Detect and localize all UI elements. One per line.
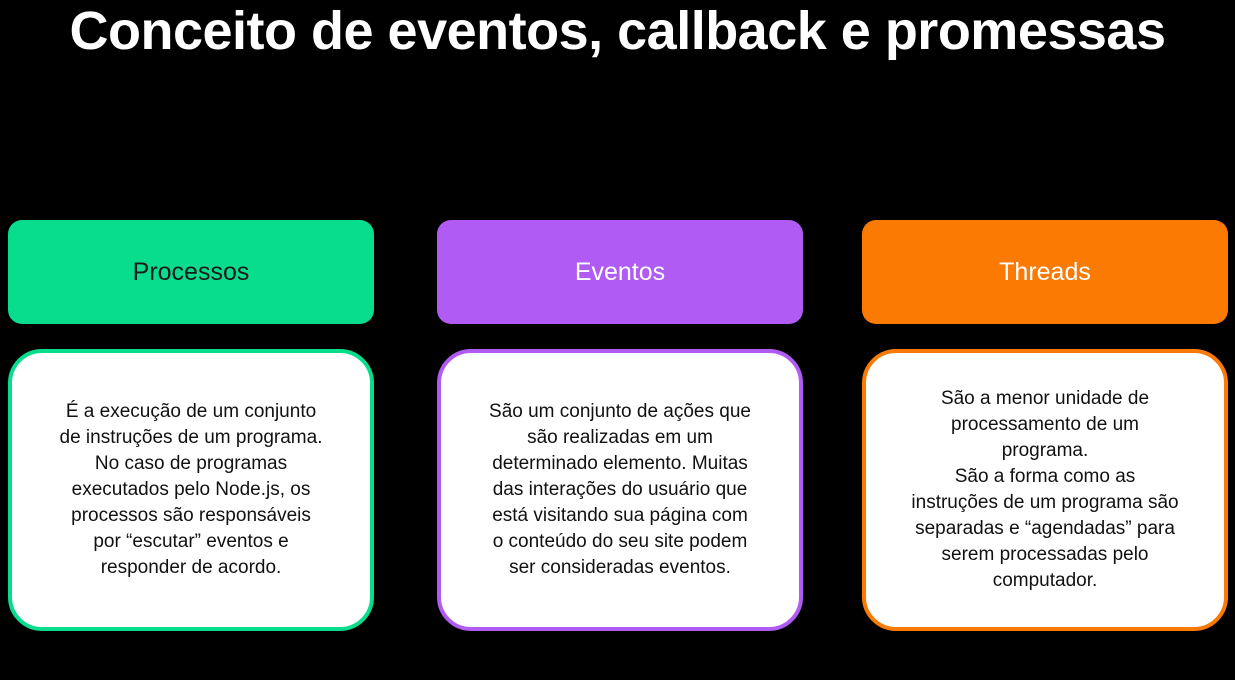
card-description-threads: São a menor unidade de processamento de um programa. São a forma como as instruções de um programa são separadas e “agendadas” para serem processadas pelo computador. — [911, 388, 1179, 591]
card-header-eventos — [437, 220, 803, 324]
card-header-threads — [862, 220, 1228, 324]
card-body-eventos — [437, 349, 803, 631]
card-description-processos: É a execução de um conjunto de instruções de um programa. No caso de programas executados pelo Node.js, os processos são responsáveis por “escutar” eventos e responder de acordo. — [59, 401, 323, 578]
card-processos — [8, 220, 374, 578]
slide-title: Conceito de eventos, callback e promessas — [69, 1, 1166, 61]
card-description-eventos: São um conjunto de ações que são realizadas em um determinado elemento. Muitas das interações do usuário que está visitando sua página com o conteúdo do seu site podem ser consideradas eventos. — [489, 401, 751, 578]
card-body-processos — [8, 349, 374, 631]
card-label-threads: Threads — [999, 257, 1091, 286]
card-label-eventos: Eventos — [574, 257, 666, 286]
card-eventos — [437, 220, 803, 578]
card-label-processos: Processos — [132, 257, 250, 286]
card-header-processos — [8, 220, 374, 324]
card-body-threads — [862, 349, 1228, 631]
card-threads — [862, 220, 1228, 591]
